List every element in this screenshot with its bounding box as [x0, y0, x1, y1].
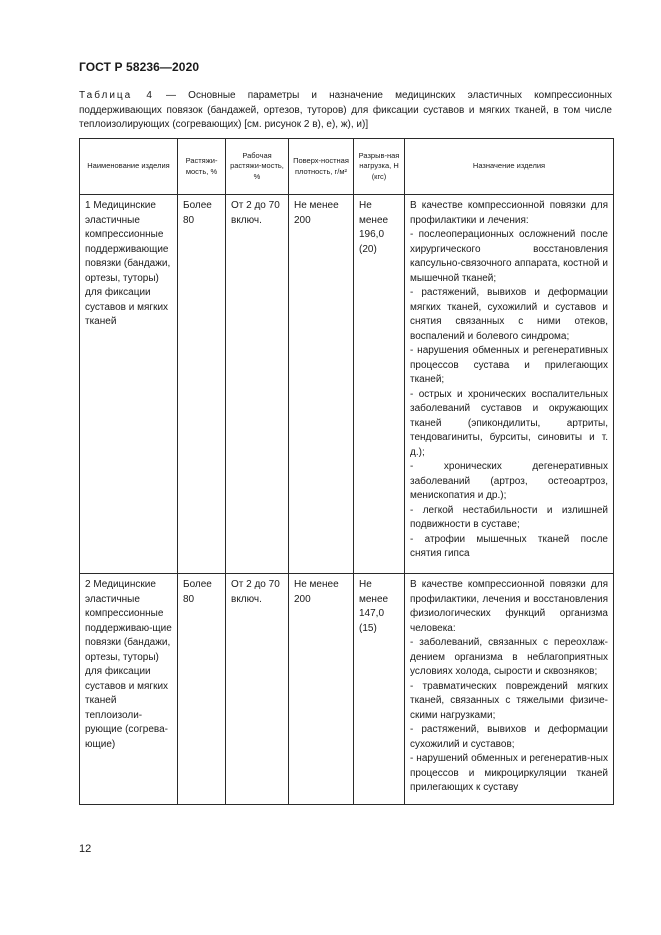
table-row: [80, 195, 614, 574]
purpose-line: - послеоперационных осложнений после хирургического восстановления капсульно-связочного аппарата, костной и мышечной тканей;: [410, 229, 608, 284]
cell-breaking-load: Не менее 196,0 (20): [354, 195, 405, 574]
cell-working-stretch: От 2 до 70 включ.: [226, 195, 289, 574]
cell-stretch: Более 80: [178, 195, 226, 574]
cell-purpose: [405, 574, 614, 805]
table-caption-label: Таблица 4: [79, 90, 154, 101]
column-header-stretch: Растяжи-мость, %: [178, 139, 226, 195]
purpose-line: - легкой нестабильности и излишней подвижности в суставе;: [410, 504, 608, 530]
cell-stretch: Более 80: [178, 574, 226, 805]
table-caption-text: — Основные параметры и назначение медицинских эластичных компрессионных поддерживающих повязок (бандажей, ортезов, туторов) для фиксации суставов и мягких тканей, в том числе теплоизолирующих (согревающих) [см. рисунок 2 в), е), ж), и)]: [79, 90, 612, 130]
cell-working-stretch: От 2 до 70 включ.: [226, 574, 289, 805]
column-header-working-stretch: Рабочая растяжи-мость, %: [226, 139, 289, 195]
column-header-purpose: Назначение изделия: [405, 139, 614, 195]
purpose-line: - нарушений обменных и регенератив-ных процессов и микроциркуляции тканей прилегающих к суставу: [410, 753, 608, 793]
page-number: 12: [79, 843, 92, 855]
column-header-density: Поверх-ностная плотность, г/м²: [289, 139, 354, 195]
column-header-name: Наименование изделия: [80, 139, 178, 195]
purpose-line: - травматических повреждений мягких тканей, связанных с тяжелыми физиче-скими нагрузками;: [410, 680, 608, 721]
purpose-line: - растяжений, вывихов и деформации сухожилий и суставов;: [410, 724, 608, 750]
cell-breaking-load: Не менее 147,0 (15): [354, 574, 405, 805]
parameters-table: [79, 138, 614, 805]
purpose-line: - растяжений, вывихов и деформации мягких тканей, сухожилий и суставов и снятия связанных с ними отеков, воспалений и болевого синдрома;: [410, 287, 608, 342]
table-caption: [79, 89, 612, 133]
purpose-line: В качестве компрессионной повязки для профилактики, лечения и восстановления физиологических функций организма человека:: [410, 579, 608, 634]
table-row: [80, 574, 614, 805]
document-title: ГОСТ Р 58236—2020: [79, 60, 200, 74]
column-header-breaking-load: Разрыв-ная нагрузка, Н (кгс): [354, 139, 405, 195]
purpose-line: - хронических дегенеративных заболеваний (артроз, остеоартроз, менископатия и др.);: [410, 461, 608, 501]
table-header-row: [80, 139, 614, 195]
purpose-line: - заболеваний, связанных с переохлаж-дением организма в неблагоприятных условиях холода, сырости и сквозняков;: [410, 637, 608, 677]
cell-purpose: [405, 195, 614, 574]
purpose-line: - нарушения обменных и регенеративных процессов сустава и прилегающих тканей;: [410, 345, 608, 385]
cell-density: Не менее 200: [289, 195, 354, 574]
purpose-line: - острых и хронических воспалительных заболеваний суставов и окружающих тканей (эпикондилиты, артриты, тендовагиниты, бурситы, синовиты и т. д.);: [410, 388, 608, 458]
cell-name: 1 Медицинские эластичные компрессионные поддерживающие повязки (бандажи, ортезы, туторы) для фиксации суставов и мягких тканей: [80, 195, 178, 574]
cell-name: 2 Медицинские эластичные компрессионные поддерживаю-щие повязки (бандажи, ортезы, туторы) для фиксации суставов и мягких тканей теплоизоли-рующие (согрева-ющие): [80, 574, 178, 805]
purpose-line: - атрофии мышечных тканей после снятия гипса: [410, 533, 608, 559]
cell-density: Не менее 200: [289, 574, 354, 805]
purpose-line: В качестве компрессионной повязки для профилактики и лечения:: [410, 200, 608, 226]
